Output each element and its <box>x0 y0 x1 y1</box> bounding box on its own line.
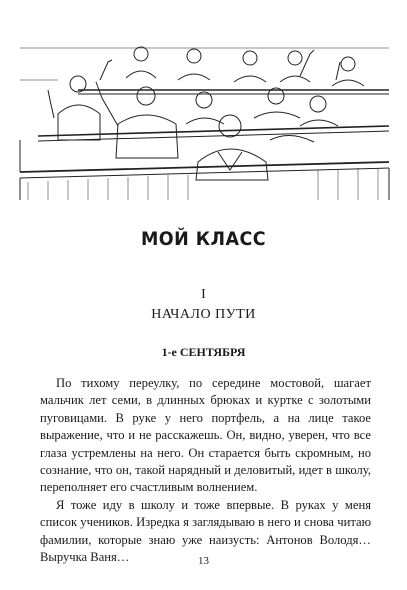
classroom-illustration <box>18 40 391 200</box>
chapter-title: МОЙ КЛАСС <box>140 228 267 250</box>
paragraph: По тихому переулку, по середине мостовой, шагает мальчик лет семи, в длинных брюках и куртке с золотыми пуговицами. В руке у него портфель, а на лице такое выражение, что и не расскажешь. Он, видно, уверен, что все глаза устремлены на него. Он старается быть скромным, но сознание, что он, такой нарядный и деловитый, идет в школу, переполняет его счастливым волнением. <box>40 376 371 495</box>
section-number: I <box>201 287 206 302</box>
page-number: 13 <box>198 555 209 567</box>
body-text <box>40 375 371 566</box>
subheading: 1-е СЕНТЯБРЯ <box>161 345 246 359</box>
paragraph: Я тоже иду в школу и тоже впервые. В руках у меня список учеников. Изредка я заглядываю в него и снова читаю фамилии, которые знаю уже наизусть: Антонов Володя… Выручка Ваня… <box>40 497 371 565</box>
section-title: НАЧАЛО ПУТИ <box>151 307 256 322</box>
